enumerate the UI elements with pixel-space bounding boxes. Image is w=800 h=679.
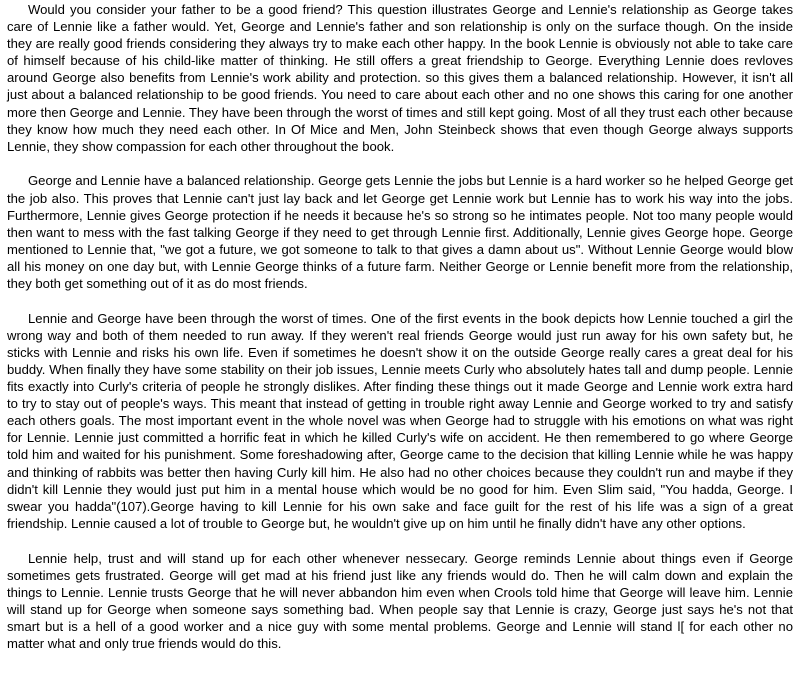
essay-body [7, 1, 793, 670]
paragraph-balanced-relationship: George and Lennie have a balanced relationship. George gets Lennie the jobs but Lennie is a hard worker so he helped George get the job also. This proves that Lennie can't just lay back and let George get Lennie work but Lennie has to work his way into the jobs. Furthermore, Lennie gives George protection if he needs it because he's so strong so he intimates people. Not too many people would then want to mess with the fast talking George if they need to get through Lennie first. Additionally, Lennie gives George hope. George mentioned to Lennie that, "we got a future, we got someone to talk to that gives a damn about us". Without Lennie George would blow all his money on one day but, with Lennie George thinks of a future farm. Neither George or Lennie benefit more from the relationship, they both get something out of it as do most friends. [7, 173, 793, 291]
paragraph-worst-of-times: Lennie and George have been through the worst of times. One of the first events in the book depicts how Lennie touched a girl the wrong way and both of them needed to run away. If they weren't real friends George would just run away for his own safety but, he sticks with Lennie and risks his own life. Even if sometimes he doesn't show it on the outside George really cares a great deal for his buddy. When finally they have some stability on their job issues, Lennie meets Curly who absolutely hates tall and dump people. Lennie fits exactly into Curly's criteria of people he strongly dislikes. After finding these things out it made George and Lennie work extra hard to try to stay out of people's ways. This meant that instead of getting in trouble right away Lennie and George worked to try and satisfy each others goals. The most important event in the whole novel was when George had to struggle with his emotions on what was right for Lennie. Lennie just committed a horrific feat in which he killed Curly's wife on accident. He then remembered to go where George told him and waited for his punishment. Some foreshadowing after, George came to the decision that killing Lennie while he was happy and thinking of rabbits was better then having Curly kill him. He also had no other choices because they couldn't run and maybe if they didn't kill Lennie they would just put him in a mental house which would be no good for him. Even Slim said, "You hadda, George. I swear you hadda"(107).George having to kill Lennie for his own sake and face guilt for the rest of his life was a sign of a great friendship. Lennie caused a lot of trouble to George but, he wouldn't give up on him until he finally didn't have any other options. [7, 310, 793, 531]
paragraph-intro: Would you consider your father to be a good friend? This question illustrates George and Lennie's relationship as George takes care of Lennie like a father would. Yet, George and Lennie's father and son relationship is only on the surface though. On the inside they are really good friends considering they always try to make each other happy. In the book Lennie is obviously not able to take care of himself because of his child-like matter of thinking. He still offers a great friendship to George. Everything Lennie does revloves around George also benefits from Lennie's work ability and protection. so this gives them a balanced relationship. However, it isn't all just about a balanced relationship to be good friends. You need to care about each other and no one shows this caring for one another more then George and Lennie. They have been through the worst of times and still kept going. Most of all they trust each other because they know how much they need each other. In Of Mice and Men, John Steinbeck shows that even though George always supports Lennie, they show compassion for each other throughout the book. [7, 2, 793, 154]
paragraph-trust-and-help: Lennie help, trust and will stand up for each other whenever nessecary. George reminds Lennie about things even if George sometimes gets frustrated. George will get mad at his friend just like any friends would do. Then he will calm down and explain the things to Lennie. Lennie trusts George that he will never abbandon him even when Crools told hime that George will leave him. Lennie will stand up for George when someone says something bad. When people say that Lennie is crazy, George just says he's not that smart but is a hell of a good worker and a nice guy with some mental problems. George and Lennie will stand l[ for each other no matter what and only true friends would do this. [7, 550, 793, 651]
